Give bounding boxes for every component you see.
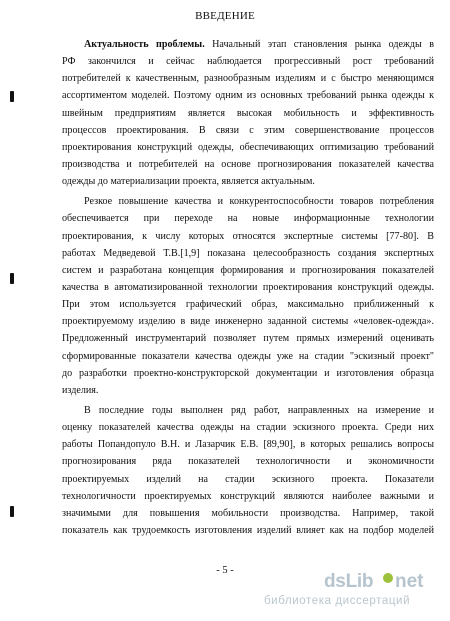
page-number: - 5 - (216, 565, 234, 576)
text-line: значимыми для повышения мобильности производства. Например, такой (62, 507, 434, 519)
text-line: прогнозирования ряда показателей технологичности и экономичности (62, 456, 434, 468)
text-line: изделия. (62, 384, 99, 396)
text-fragment: Начальный этап становления рынка одежды в (204, 39, 434, 50)
text-line: Предложенный инструментарий позволяет путем прямых измерений оценивать (62, 333, 434, 345)
text-line: технологичности проектируемых конструкций являются наиболее важными и (62, 490, 434, 502)
lead-bold-text: Актуальность проблемы. (84, 39, 205, 50)
text-line (62, 36, 434, 53)
scan-punch-mark (10, 506, 14, 517)
text-line: обеспечивается при переходе на новые информационные технологии (62, 213, 434, 225)
text-line: В последние годы выполнен ряд работ, направленных на измерение и (84, 404, 434, 416)
text-line: проектируемому изделию в виде инженерно заданной системы «человек-одежда». (62, 316, 434, 328)
text-line: одежды до материализации проекта, является актуальным. (62, 176, 315, 188)
text-line: швейным предприятиям является высокая мобильность и эффективность (62, 107, 434, 119)
watermark-logo-text: dsLib (324, 571, 374, 592)
text-line: проектирования, к числу которых относятся экспертные системы [77-80]. В (62, 230, 434, 242)
body-text (62, 36, 434, 539)
text-line: качества в автоматизированной технологии проектирования конструкций одежды. (62, 281, 434, 293)
text-line: производства и потребителей на основе прогнозирования показателей качества (62, 158, 434, 170)
scan-punch-mark (10, 91, 14, 102)
text-line: процессов проектирования. В связи с этим совершенствование процессов (62, 124, 434, 136)
text-line: систем и разработана концепция формирования и прогнозирования показателей (62, 264, 434, 276)
text-line: работах Медведевой Т.В.[1,9] показана целесообразность создания экспертных (62, 247, 434, 259)
watermark-dot-icon (383, 573, 393, 583)
watermark-subtitle: библиотека диссертаций (264, 595, 411, 607)
text-line: сформированные показатели качества одежды уже на стадии "эскизный проект" (62, 350, 434, 362)
text-line: до разработки проектно-конструкторской документации и изготовления образца (62, 367, 434, 379)
text-line: Резкое повышение качества и конкурентоспособности товаров потребления (84, 196, 434, 208)
text-line: При этом используется графический образ, максимально приближенный к (62, 299, 434, 311)
text-line: проектирования конструкций одежды, обеспечивающих оптимизацию требований (62, 141, 434, 153)
text-line: работы Попандопуло В.Н. и Лазарчик Е.В. [89,90], в которых решались вопросы (62, 439, 434, 451)
text-line: РФ закончился и сейчас наблюдается прогрессивный рост требований (62, 56, 434, 68)
page-title: ВВЕДЕНИЕ (195, 10, 255, 22)
scan-punch-mark (10, 273, 14, 284)
text-line: проектируемых изделий на стадии эскизного проекта. Показатели (62, 473, 434, 485)
text-line: показатель как трудоемкость изготовления изделий влияет как на подбор моделей (62, 524, 434, 536)
watermark-logo-suffix: net (395, 571, 424, 592)
watermark (250, 571, 440, 615)
text-line: потребителей к качественным, разнообразным изделиям и с быстро меняющимся (62, 73, 434, 85)
text-line: ассортиментом моделей. Поэтому одним из основных требований рынка одежды к (62, 90, 434, 102)
text-line: оценку показателей качества одежды на стадии эскизного проекта. Среди них (62, 422, 434, 434)
